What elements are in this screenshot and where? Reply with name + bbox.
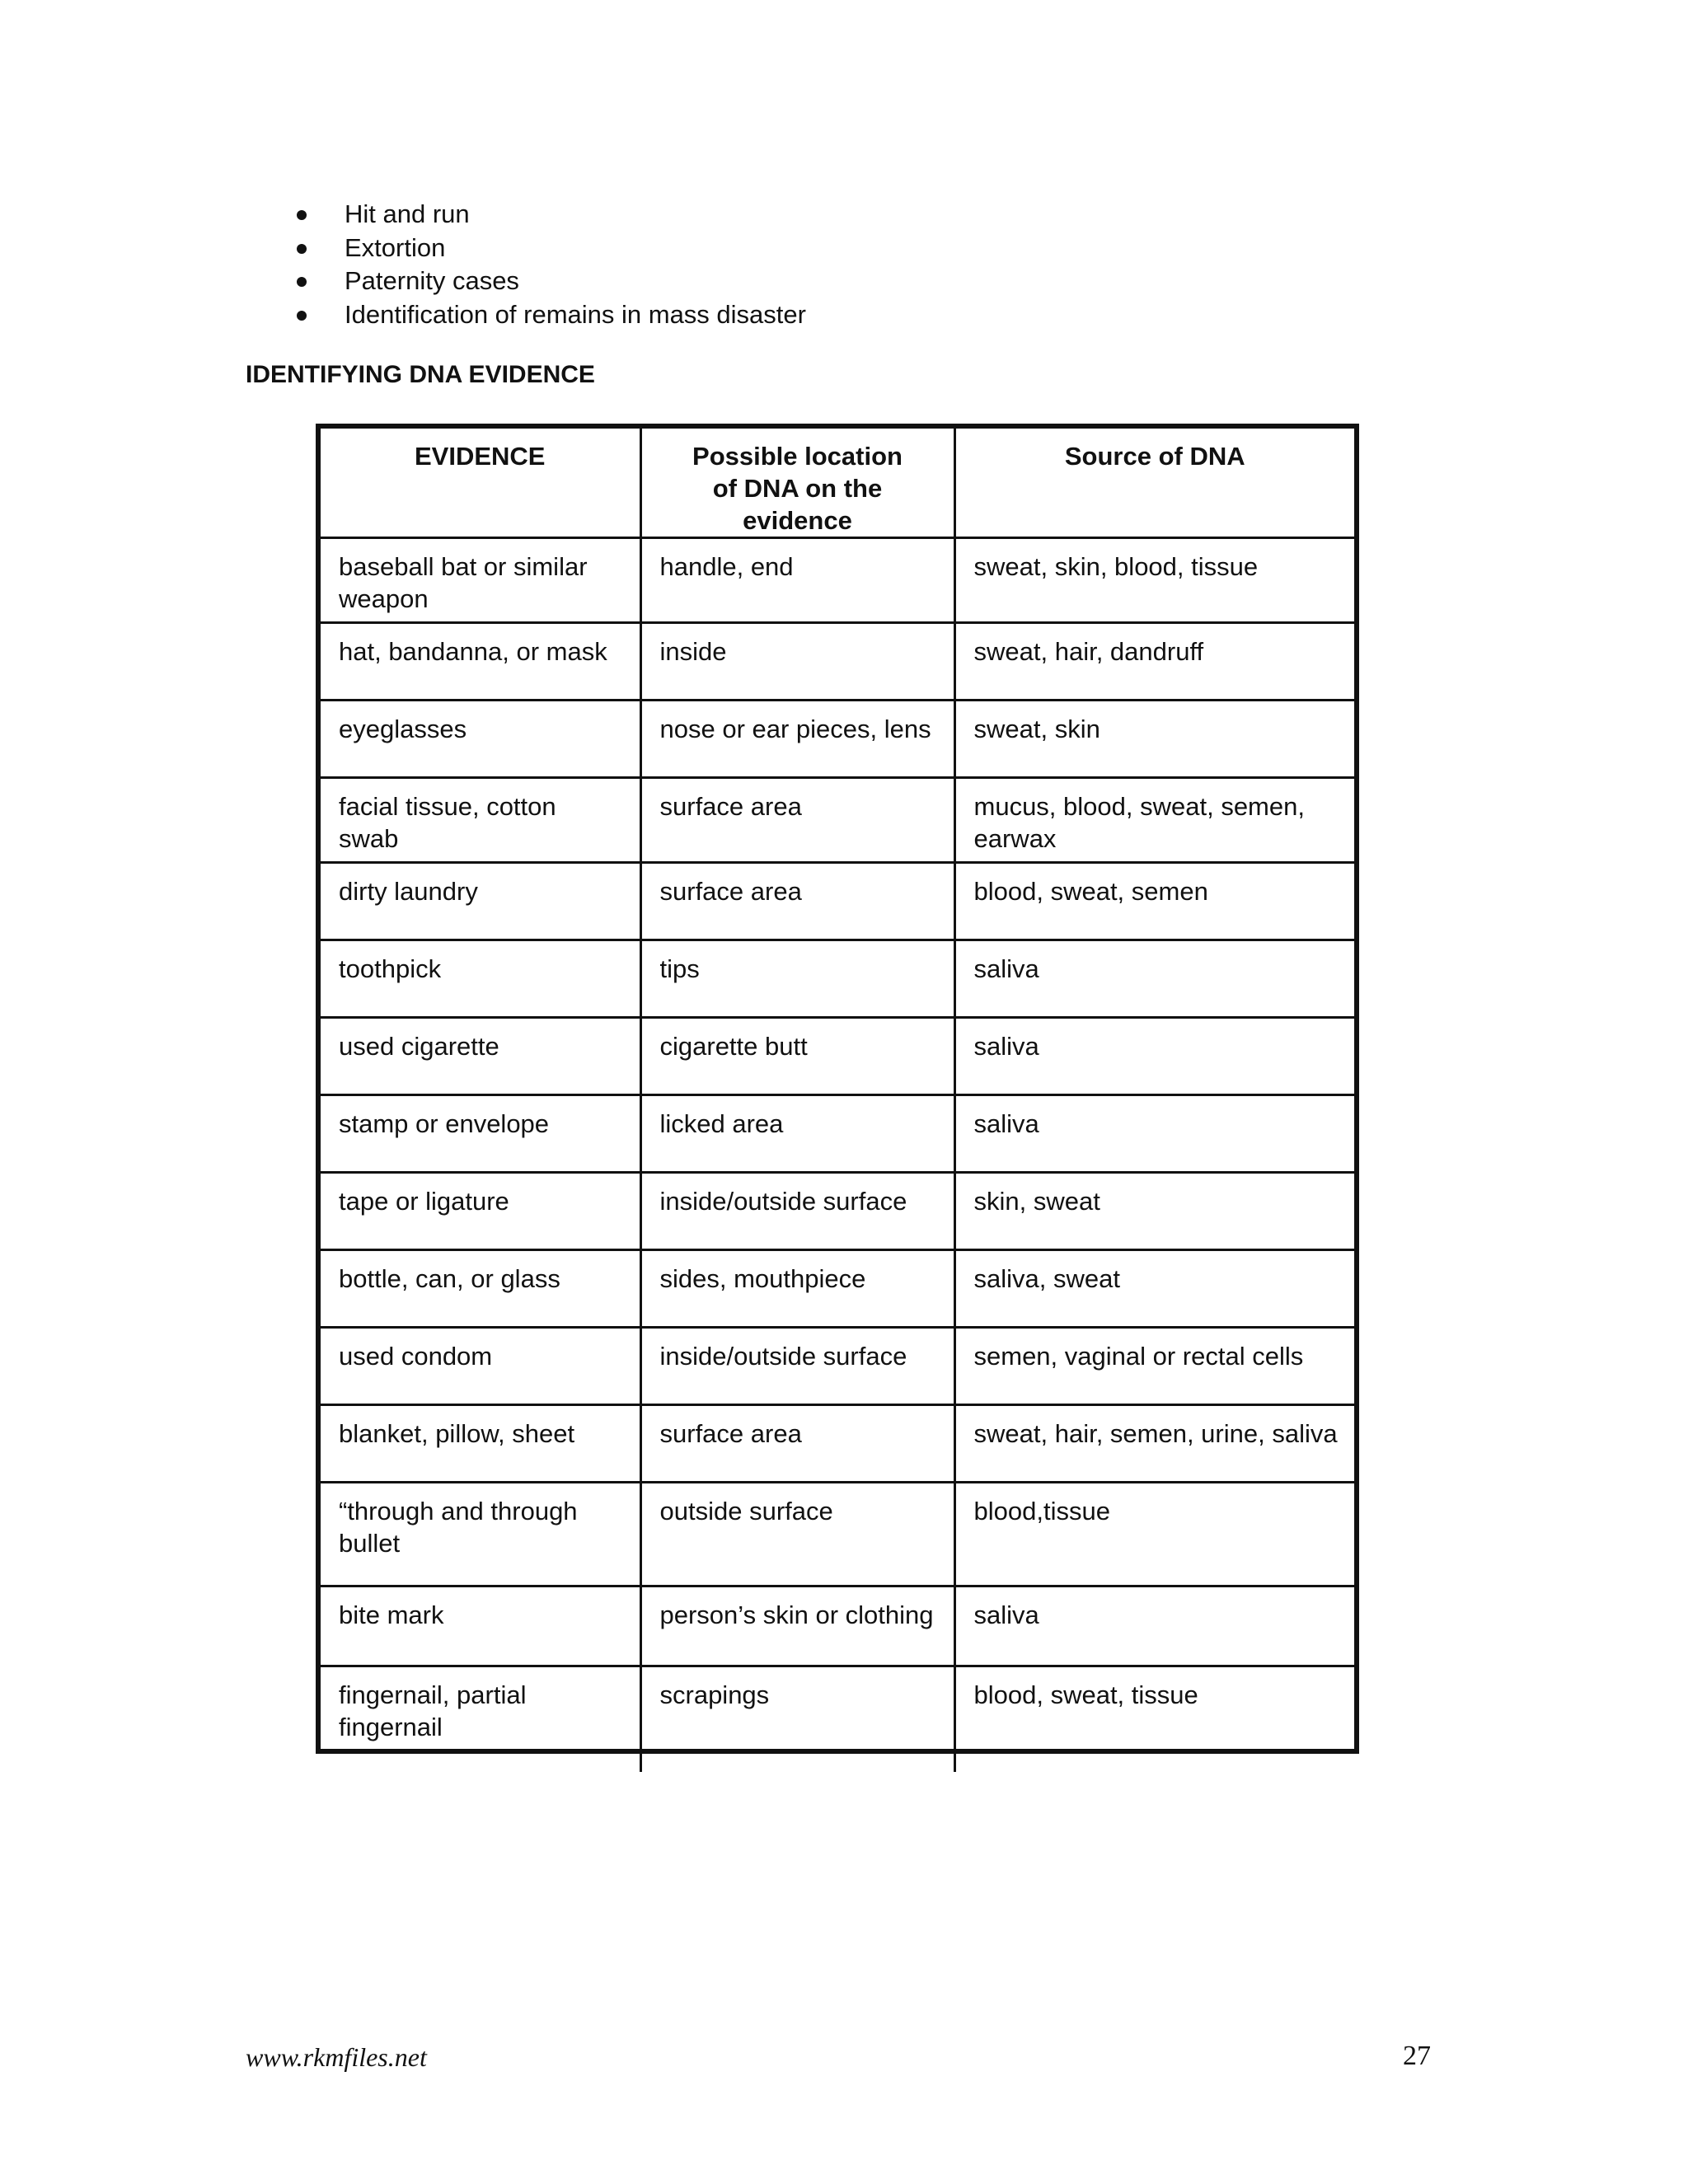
cell-source: saliva [954, 1018, 1354, 1095]
cell-source: saliva [954, 1586, 1354, 1666]
cell-evidence: blanket, pillow, sheet [321, 1405, 640, 1483]
cell-location: inside/outside surface [640, 1173, 954, 1250]
table-row [321, 778, 1354, 863]
cell-evidence: eyeglasses [321, 701, 640, 778]
cell-evidence: used condom [321, 1328, 640, 1405]
cell-source: blood,tissue [954, 1483, 1354, 1586]
table-row [321, 1328, 1354, 1405]
list-item-text: Extortion [345, 232, 446, 262]
cell-location: inside [640, 623, 954, 701]
cell-source: saliva, sweat [954, 1250, 1354, 1328]
dna-evidence-table [321, 429, 1354, 1772]
list-item [293, 298, 806, 332]
cell-location: licked area [640, 1095, 954, 1173]
cell-location: handle, end [640, 538, 954, 623]
cell-source: semen, vaginal or rectal cells [954, 1328, 1354, 1405]
cell-evidence: hat, bandanna, or mask [321, 623, 640, 701]
cell-location: surface area [640, 863, 954, 940]
list-item [293, 232, 806, 265]
table-header-row [321, 429, 1354, 538]
table-row [321, 1250, 1354, 1328]
cell-source: mucus, blood, sweat, semen, earwax [954, 778, 1354, 863]
cell-location: nose or ear pieces, lens [640, 701, 954, 778]
table-row [321, 623, 1354, 701]
list-item-text: Hit and run [345, 199, 470, 228]
bullet-icon [297, 277, 307, 287]
header-location: Possible location of DNA on the evidence [640, 429, 954, 538]
cell-evidence: “through and through bullet [321, 1483, 640, 1586]
list-item-text: Identification of remains in mass disaster [345, 299, 806, 329]
footer-url: www.rkmfiles.net [246, 2042, 427, 2072]
table-row [321, 1173, 1354, 1250]
cell-evidence: facial tissue, cotton swab [321, 778, 640, 863]
table-row [321, 1095, 1354, 1173]
cell-source: saliva [954, 1095, 1354, 1173]
bullet-icon [297, 311, 307, 321]
cell-location: scrapings [640, 1666, 954, 1772]
cell-source: blood, sweat, tissue [954, 1666, 1354, 1772]
cell-evidence: used cigarette [321, 1018, 640, 1095]
cell-source: blood, sweat, semen [954, 863, 1354, 940]
bullet-icon [297, 244, 307, 254]
cell-evidence: baseball bat or similar weapon [321, 538, 640, 623]
table-row [321, 538, 1354, 623]
cell-evidence: bite mark [321, 1586, 640, 1666]
cell-evidence: tape or ligature [321, 1173, 640, 1250]
header-evidence: EVIDENCE [321, 429, 640, 538]
table-row [321, 1666, 1354, 1772]
table-row [321, 1586, 1354, 1666]
case-type-list [293, 198, 806, 331]
list-item [293, 198, 806, 232]
table-row [321, 1018, 1354, 1095]
header-source: Source of DNA [954, 429, 1354, 538]
table-row [321, 701, 1354, 778]
cell-evidence: bottle, can, or glass [321, 1250, 640, 1328]
cell-source: skin, sweat [954, 1173, 1354, 1250]
table-row [321, 1405, 1354, 1483]
cell-evidence: toothpick [321, 940, 640, 1018]
cell-evidence: dirty laundry [321, 863, 640, 940]
cell-evidence: stamp or envelope [321, 1095, 640, 1173]
cell-location: sides, mouthpiece [640, 1250, 954, 1328]
page-number: 27 [1403, 2041, 1431, 2071]
cell-location: outside surface [640, 1483, 954, 1586]
cell-location: surface area [640, 1405, 954, 1483]
table-row [321, 940, 1354, 1018]
cell-location: person’s skin or clothing [640, 1586, 954, 1666]
list-item-text: Paternity cases [345, 266, 519, 295]
table-row [321, 1483, 1354, 1586]
cell-source: sweat, hair, semen, urine, saliva [954, 1405, 1354, 1483]
section-heading: IDENTIFYING DNA EVIDENCE [246, 361, 595, 388]
list-item [293, 265, 806, 298]
bullet-icon [297, 210, 307, 220]
cell-source: sweat, hair, dandruff [954, 623, 1354, 701]
cell-evidence: fingernail, partial fingernail [321, 1666, 640, 1772]
cell-source: sweat, skin, blood, tissue [954, 538, 1354, 623]
cell-location: tips [640, 940, 954, 1018]
cell-source: saliva [954, 940, 1354, 1018]
cell-location: cigarette butt [640, 1018, 954, 1095]
table-row [321, 863, 1354, 940]
cell-location: inside/outside surface [640, 1328, 954, 1405]
dna-evidence-table-frame [316, 424, 1359, 1754]
cell-source: sweat, skin [954, 701, 1354, 778]
cell-location: surface area [640, 778, 954, 863]
